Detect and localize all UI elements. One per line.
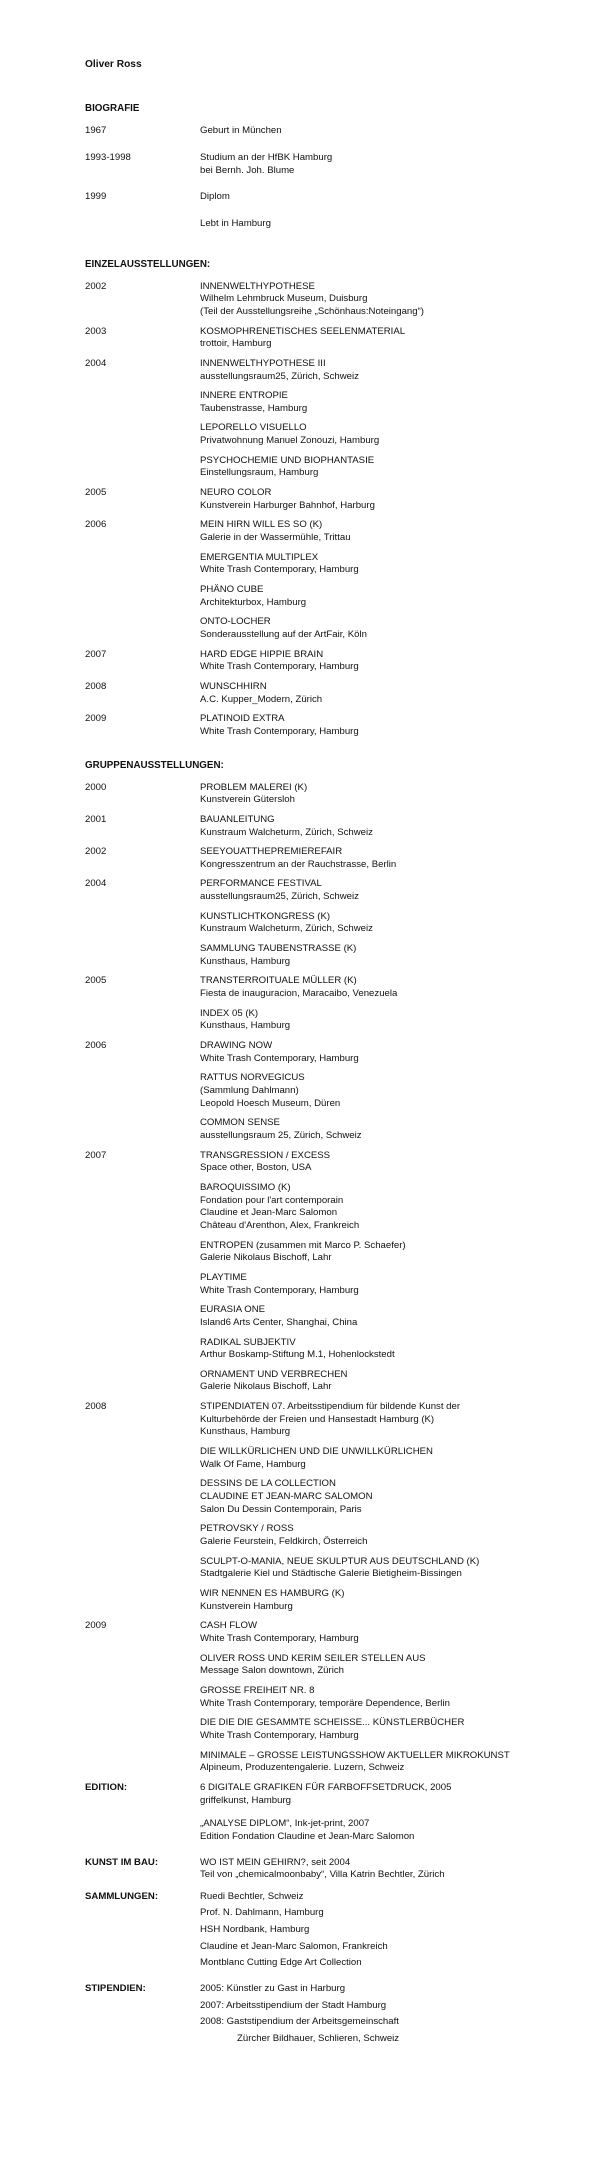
biography-list bbox=[85, 125, 555, 230]
group-year: 2004 bbox=[85, 878, 107, 890]
group-entry bbox=[200, 1717, 555, 1742]
collection-item: HSH Nordbank, Hamburg bbox=[200, 1924, 310, 1936]
group-entry bbox=[200, 1750, 555, 1775]
exhibition-detail: Privatwohnung Manuel Zonouzi, Hamburg bbox=[200, 435, 380, 447]
group-entry bbox=[200, 943, 555, 968]
exhibition-title: DRAWING NOW bbox=[200, 1040, 273, 1052]
solo-year-group bbox=[85, 281, 555, 326]
group-entries bbox=[200, 1401, 555, 1620]
group-entry bbox=[200, 1401, 555, 1439]
exhibition-detail: Message Salon downtown, Zürich bbox=[200, 1665, 344, 1677]
group-entry bbox=[200, 782, 555, 807]
bio-text bbox=[200, 218, 555, 231]
exhibition-detail: White Trash Contemporary, Hamburg bbox=[200, 725, 359, 737]
group-year-group bbox=[85, 1150, 555, 1402]
stipendien-list bbox=[200, 1983, 555, 2050]
bio-year bbox=[85, 218, 200, 231]
group-entry bbox=[200, 1588, 555, 1613]
group-entry bbox=[200, 1556, 555, 1581]
group-entries bbox=[200, 1620, 555, 1782]
exhibition-detail: (Teil der Ausstellungsreihe „Schönhaus:Noteingang“) bbox=[200, 305, 424, 317]
kunst-im-bau-line: WO IST MEIN GEHIRN?, seit 2004 bbox=[200, 1856, 351, 1868]
sammlungen-label: SAMMLUNGEN: bbox=[85, 1890, 159, 1902]
edition-entry bbox=[200, 1818, 555, 1843]
exhibition-title: BAROQUISSIMO (K) bbox=[200, 1181, 291, 1193]
exhibition-title: PSYCHOCHEMIE UND BIOPHANTASIE bbox=[200, 454, 375, 466]
exhibition-title: GROSSE FREIHEIT NR. 8 bbox=[200, 1684, 315, 1696]
edition-entry bbox=[200, 1782, 555, 1807]
solo-year-group bbox=[85, 519, 555, 648]
exhibition-detail: Alpineum, Produzentengalerie. Luzern, Schweiz bbox=[200, 1762, 405, 1774]
group-entry bbox=[200, 1072, 555, 1110]
exhibition-title: RATTUS NORVEGICUS bbox=[200, 1072, 305, 1084]
solo-entry bbox=[200, 519, 555, 544]
group-entry bbox=[200, 1369, 555, 1394]
solo-entry bbox=[200, 281, 555, 319]
solo-entry bbox=[200, 358, 555, 383]
exhibition-title: EMERGENTIA MULTIPLEX bbox=[200, 551, 319, 563]
solo-exhibitions-list bbox=[85, 281, 555, 746]
kunst-im-bau-section bbox=[85, 1857, 555, 1882]
bio-line: Diplom bbox=[200, 191, 230, 203]
group-entry bbox=[200, 1446, 555, 1471]
exhibition-title: SCULPT-O-MANIA, NEUE SKULPTUR AUS DEUTSCHLAND (K) bbox=[200, 1555, 480, 1567]
exhibition-detail: Island6 Arts Center, Shanghai, China bbox=[200, 1316, 358, 1328]
solo-entries bbox=[200, 681, 555, 713]
group-entry bbox=[200, 1620, 555, 1645]
group-year-group bbox=[85, 814, 555, 846]
exhibition-detail: ausstellungsraum25, Zürich, Schweiz bbox=[200, 891, 359, 903]
solo-entry bbox=[200, 455, 555, 480]
exhibition-detail: Kunstraum Walcheturm, Zürich, Schweiz bbox=[200, 826, 373, 838]
bio-line: Geburt in München bbox=[200, 125, 282, 137]
group-entry bbox=[200, 1150, 555, 1175]
exhibition-detail: A.C. Kupper_Modern, Zürich bbox=[200, 693, 323, 705]
solo-entries bbox=[200, 713, 555, 745]
artist-name: Oliver Ross bbox=[85, 59, 142, 70]
collection-item: Prof. N. Dahlmann, Hamburg bbox=[200, 1907, 324, 1919]
sammlungen-list bbox=[200, 1891, 555, 1974]
exhibition-title: HARD EDGE HIPPIE BRAIN bbox=[200, 648, 324, 660]
group-entries bbox=[200, 1040, 555, 1150]
exhibition-title: PHÄNO CUBE bbox=[200, 584, 264, 596]
exhibition-detail: White Trash Contemporary, temporäre Dependence, Berlin bbox=[200, 1697, 450, 1709]
exhibition-title: BAUANLEITUNG bbox=[200, 813, 275, 825]
bio-row bbox=[85, 191, 555, 204]
exhibition-title: EURASIA ONE bbox=[200, 1304, 266, 1316]
exhibition-title: PLATINOID EXTRA bbox=[200, 713, 285, 725]
solo-year: 2006 bbox=[85, 519, 107, 531]
edition-line: griffelkunst, Hamburg bbox=[200, 1794, 292, 1806]
solo-entries bbox=[200, 649, 555, 681]
exhibition-detail: Kunstraum Walcheturm, Zürich, Schweiz bbox=[200, 923, 373, 935]
exhibition-detail: Walk Of Fame, Hamburg bbox=[200, 1458, 306, 1470]
group-entries bbox=[200, 846, 555, 878]
exhibition-detail: Kunsthaus, Hamburg bbox=[200, 1020, 291, 1032]
group-year: 2000 bbox=[85, 781, 107, 793]
exhibition-detail: (Sammlung Dahlmann) bbox=[200, 1085, 299, 1096]
sammlungen-section bbox=[85, 1891, 555, 1974]
exhibition-title: INNENWELTHYPOTHESE III bbox=[200, 357, 326, 369]
exhibition-detail: Fiesta de inauguracion, Maracaibo, Venezuela bbox=[200, 988, 398, 1000]
group-entry bbox=[200, 1117, 555, 1142]
group-year-group bbox=[85, 782, 555, 814]
solo-year: 2009 bbox=[85, 713, 107, 725]
edition-line: 6 DIGITALE GRAFIKEN FÜR FARBOFFSETDRUCK, 2005 bbox=[200, 1781, 452, 1793]
exhibition-title: DESSINS DE LA COLLECTION bbox=[200, 1478, 336, 1490]
group-year: 2006 bbox=[85, 1040, 107, 1052]
solo-entries bbox=[200, 487, 555, 519]
exhibition-title: KUNSTLICHTKONGRESS (K) bbox=[200, 910, 331, 922]
solo-entry bbox=[200, 649, 555, 674]
exhibition-detail: White Trash Contemporary, Hamburg bbox=[200, 1632, 359, 1644]
exhibition-title: SEEYOUATTHEPREMIEREFAIR bbox=[200, 846, 343, 858]
group-year-group bbox=[85, 1620, 555, 1782]
exhibition-title: ENTROPEN (zusammen mit Marco P. Schaefer) bbox=[200, 1239, 406, 1251]
exhibition-title: TRANSGRESSION / EXCESS bbox=[200, 1149, 331, 1161]
exhibition-detail: Einstellungsraum, Hamburg bbox=[200, 467, 319, 479]
exhibition-title: DIE WILLKÜRLICHEN UND DIE UNWILLKÜRLICHEN bbox=[200, 1446, 433, 1458]
group-year: 2007 bbox=[85, 1149, 107, 1161]
exhibition-title: STIPENDIATEN 07. Arbeitsstipendium für bildende Kunst der bbox=[200, 1401, 461, 1413]
solo-entry bbox=[200, 422, 555, 447]
exhibition-title: KOSMOPHRENETISCHES SEELENMATERIAL bbox=[200, 325, 406, 337]
exhibition-detail: Galerie in der Wassermühle, Trittau bbox=[200, 532, 351, 544]
bio-text bbox=[200, 191, 555, 204]
solo-year: 2008 bbox=[85, 680, 107, 692]
solo-entries bbox=[200, 519, 555, 648]
bio-line: bei Bernh. Joh. Blume bbox=[200, 164, 295, 176]
bio-text bbox=[200, 152, 555, 177]
edition-line: Edition Fondation Claudine et Jean-Marc Salomon bbox=[200, 1830, 415, 1842]
group-year: 2005 bbox=[85, 975, 107, 987]
solo-entry bbox=[200, 552, 555, 577]
solo-entry bbox=[200, 487, 555, 512]
group-entry bbox=[200, 1304, 555, 1329]
exhibition-title: CASH FLOW bbox=[200, 1620, 258, 1632]
collection-item: Claudine et Jean-Marc Salomon, Frankreich bbox=[200, 1940, 388, 1952]
section-heading-gruppenausstellungen: GRUPPENAUSSTELLUNGEN: bbox=[85, 759, 224, 771]
exhibition-detail: Wilhelm Lehmbruck Museum, Duisburg bbox=[200, 293, 368, 305]
exhibition-detail: Taubenstrasse, Hamburg bbox=[200, 402, 308, 414]
exhibition-title: SAMMLUNG TAUBENSTRASSE (K) bbox=[200, 943, 357, 955]
exhibition-detail: Château d'Arenthon, Alex, Frankreich bbox=[200, 1219, 360, 1231]
group-entry bbox=[200, 975, 555, 1000]
exhibition-detail: White Trash Contemporary, Hamburg bbox=[200, 1052, 359, 1064]
solo-entry bbox=[200, 326, 555, 351]
group-entry bbox=[200, 1337, 555, 1362]
solo-entry bbox=[200, 713, 555, 738]
exhibition-title: PLAYTIME bbox=[200, 1271, 247, 1283]
exhibition-detail: Claudine et Jean-Marc Salomon bbox=[200, 1207, 338, 1219]
solo-year: 2003 bbox=[85, 325, 107, 337]
exhibition-title: ORNAMENT UND VERBRECHEN bbox=[200, 1368, 348, 1380]
solo-year: 2004 bbox=[85, 357, 107, 369]
exhibition-title: COMMON SENSE bbox=[200, 1117, 280, 1129]
exhibition-detail: Kunstverein Harburger Bahnhof, Harburg bbox=[200, 499, 375, 511]
group-year-group bbox=[85, 878, 555, 975]
group-entry bbox=[200, 846, 555, 871]
exhibition-title: PROBLEM MALEREI (K) bbox=[200, 781, 308, 793]
exhibition-detail: Kunstverein Hamburg bbox=[200, 1600, 293, 1612]
exhibition-detail: Kongresszentrum an der Rauchstrasse, Berlin bbox=[200, 858, 397, 870]
group-entry bbox=[200, 1523, 555, 1548]
exhibition-title: INDEX 05 (K) bbox=[200, 1007, 259, 1019]
exhibition-title: LEPORELLO VISUELLO bbox=[200, 422, 307, 434]
group-entry bbox=[200, 911, 555, 936]
group-year-group bbox=[85, 846, 555, 878]
exhibition-title: RADIKAL SUBJEKTIV bbox=[200, 1336, 296, 1348]
solo-entry bbox=[200, 390, 555, 415]
bio-text bbox=[200, 125, 555, 138]
exhibition-title: MINIMALE – GROSSE LEISTUNGSSHOW AKTUELLER MIKROKUNST bbox=[200, 1749, 510, 1761]
exhibition-detail: ausstellungsraum 25, Zürich, Schweiz bbox=[200, 1129, 362, 1141]
group-year: 2002 bbox=[85, 846, 107, 858]
group-entries bbox=[200, 975, 555, 1040]
exhibition-detail: Sonderausstellung auf der ArtFair, Köln bbox=[200, 629, 367, 641]
exhibition-detail: Kunsthaus, Hamburg bbox=[200, 955, 291, 967]
collection-item: Ruedi Bechtler, Schweiz bbox=[200, 1890, 304, 1902]
bio-row bbox=[85, 218, 555, 231]
group-entry bbox=[200, 1478, 555, 1516]
exhibition-detail: Salon Du Dessin Contemporain, Paris bbox=[200, 1503, 362, 1515]
exhibition-detail: Galerie Nikolaus Bischoff, Lahr bbox=[200, 1381, 332, 1393]
exhibition-detail: Space other, Boston, USA bbox=[200, 1162, 312, 1174]
group-entry bbox=[200, 1272, 555, 1297]
scholarship-item: 2007: Arbeitsstipendium der Stadt Hamburg bbox=[200, 1999, 387, 2011]
collection-item: Montblanc Cutting Edge Art Collection bbox=[200, 1957, 362, 1969]
exhibition-detail: White Trash Contemporary, Hamburg bbox=[200, 564, 359, 576]
solo-entries bbox=[200, 358, 555, 487]
group-year: 2008 bbox=[85, 1401, 107, 1413]
exhibition-detail: Kunsthaus, Hamburg bbox=[200, 1426, 291, 1438]
exhibition-title: WIR NENNEN ES HAMBURG (K) bbox=[200, 1588, 345, 1599]
group-entry bbox=[200, 1008, 555, 1033]
edition-line: „ANALYSE DIPLOM“, Ink-jet-print, 2007 bbox=[200, 1818, 370, 1830]
section-heading-einzelausstellungen: EINZELAUSSTELLUNGEN: bbox=[85, 258, 211, 270]
group-entries bbox=[200, 1150, 555, 1402]
solo-entries bbox=[200, 326, 555, 358]
exhibition-detail: Stadtgalerie Kiel und Städtische Galerie Bietigheim-Bissingen bbox=[200, 1568, 462, 1580]
bio-year: 1993-1998 bbox=[85, 152, 131, 164]
solo-entry bbox=[200, 584, 555, 609]
solo-year-group bbox=[85, 326, 555, 358]
exhibition-detail: Leopold Hoesch Museum, Düren bbox=[200, 1097, 341, 1109]
solo-entry bbox=[200, 616, 555, 641]
exhibition-detail: Kunstverein Gütersloh bbox=[200, 794, 295, 806]
exhibition-detail: Kulturbehörde der Freien und Hansestadt Hamburg (K) bbox=[200, 1413, 435, 1425]
solo-year: 2002 bbox=[85, 280, 107, 292]
group-entry bbox=[200, 814, 555, 839]
exhibition-title: WUNSCHHIRN bbox=[200, 680, 267, 692]
exhibition-detail: White Trash Contemporary, Hamburg bbox=[200, 1284, 359, 1296]
edition-label: EDITION: bbox=[85, 1781, 128, 1793]
group-entry bbox=[200, 1182, 555, 1233]
stipendien-section bbox=[85, 1983, 555, 2050]
kunst-im-bau-list bbox=[200, 1857, 555, 1882]
section-heading-biografie: BIOGRAFIE bbox=[85, 103, 140, 115]
exhibition-detail: White Trash Contemporary, Hamburg bbox=[200, 661, 359, 673]
group-entries bbox=[200, 878, 555, 975]
edition-section bbox=[85, 1782, 555, 1855]
group-year-group bbox=[85, 1040, 555, 1150]
group-year: 2009 bbox=[85, 1620, 107, 1632]
exhibition-detail: trottoir, Hamburg bbox=[200, 338, 272, 350]
scholarship-item: 2005: Künstler zu Gast in Harburg bbox=[200, 1983, 346, 1995]
group-exhibitions-list bbox=[85, 782, 555, 1782]
exhibition-detail: Fondation pour l'art contemporain bbox=[200, 1194, 344, 1206]
group-year-group bbox=[85, 1401, 555, 1620]
bio-year: 1967 bbox=[85, 125, 107, 137]
stipendien-label: STIPENDIEN: bbox=[85, 1983, 146, 1995]
exhibition-title: OLIVER ROSS UND KERIM SEILER STELLEN AUS bbox=[200, 1652, 426, 1664]
group-year-group bbox=[85, 975, 555, 1040]
exhibition-title: ONTO-LOCHER bbox=[200, 616, 271, 628]
exhibition-title: INNENWELTHYPOTHESE bbox=[200, 280, 315, 292]
solo-year: 2007 bbox=[85, 648, 107, 660]
bio-row bbox=[85, 125, 555, 138]
group-entries bbox=[200, 814, 555, 846]
group-entry bbox=[200, 1653, 555, 1678]
group-entry bbox=[200, 878, 555, 903]
solo-year-group bbox=[85, 681, 555, 713]
exhibition-title: PERFORMANCE FESTIVAL bbox=[200, 878, 322, 890]
bio-line: Studium an der HfBK Hamburg bbox=[200, 152, 333, 164]
exhibition-detail: CLAUDINE ET JEAN-MARC SALOMON bbox=[200, 1491, 373, 1503]
edition-list bbox=[200, 1782, 555, 1855]
exhibition-detail: Galerie Nikolaus Bischoff, Lahr bbox=[200, 1252, 332, 1264]
solo-year-group bbox=[85, 649, 555, 681]
kunst-im-bau-label: KUNST IM BAU: bbox=[85, 1856, 159, 1868]
exhibition-title: NEURO COLOR bbox=[200, 487, 272, 499]
exhibition-detail: Architekturbox, Hamburg bbox=[200, 596, 307, 608]
exhibition-title: DIE DIE DIE GESAMMTE SCHEISSE... KÜNSTLERBÜCHER bbox=[200, 1717, 465, 1729]
exhibition-detail: White Trash Contemporary, Hamburg bbox=[200, 1729, 359, 1741]
exhibition-title: PETROVSKY / ROSS bbox=[200, 1523, 294, 1535]
solo-year: 2005 bbox=[85, 487, 107, 499]
exhibition-detail: ausstellungsraum25, Zürich, Schweiz bbox=[200, 370, 359, 382]
group-entry bbox=[200, 1240, 555, 1265]
bio-year: 1999 bbox=[85, 191, 107, 203]
solo-entries bbox=[200, 281, 555, 326]
scholarship-item: 2008: Gaststipendium der Arbeitsgemeinschaft bbox=[200, 2016, 399, 2028]
group-year: 2001 bbox=[85, 813, 107, 825]
solo-year-group bbox=[85, 487, 555, 519]
exhibition-title: INNERE ENTROPIE bbox=[200, 390, 288, 402]
scholarship-item-continuation: Zürcher Bildhauer, Schlieren, Schweiz bbox=[237, 2033, 400, 2045]
exhibition-detail: Galerie Feurstein, Feldkirch, Österreich bbox=[200, 1536, 368, 1548]
bio-row bbox=[85, 152, 555, 177]
bio-line: Lebt in Hamburg bbox=[200, 218, 271, 229]
kunst-im-bau-line: Teil von „chemicalmoonbaby“, Villa Katrin Bechtler, Zürich bbox=[200, 1869, 445, 1881]
solo-year-group bbox=[85, 713, 555, 745]
exhibition-title: MEIN HIRN WILL ES SO (K) bbox=[200, 519, 323, 531]
exhibition-title: TRANSTERROITUALE MÜLLER (K) bbox=[200, 975, 357, 987]
solo-year-group bbox=[85, 358, 555, 487]
group-entry bbox=[200, 1685, 555, 1710]
solo-entry bbox=[200, 681, 555, 706]
group-entries bbox=[200, 782, 555, 814]
exhibition-detail: Arthur Boskamp-Stiftung M.1, Hohenlockstedt bbox=[200, 1349, 395, 1361]
group-entry bbox=[200, 1040, 555, 1065]
